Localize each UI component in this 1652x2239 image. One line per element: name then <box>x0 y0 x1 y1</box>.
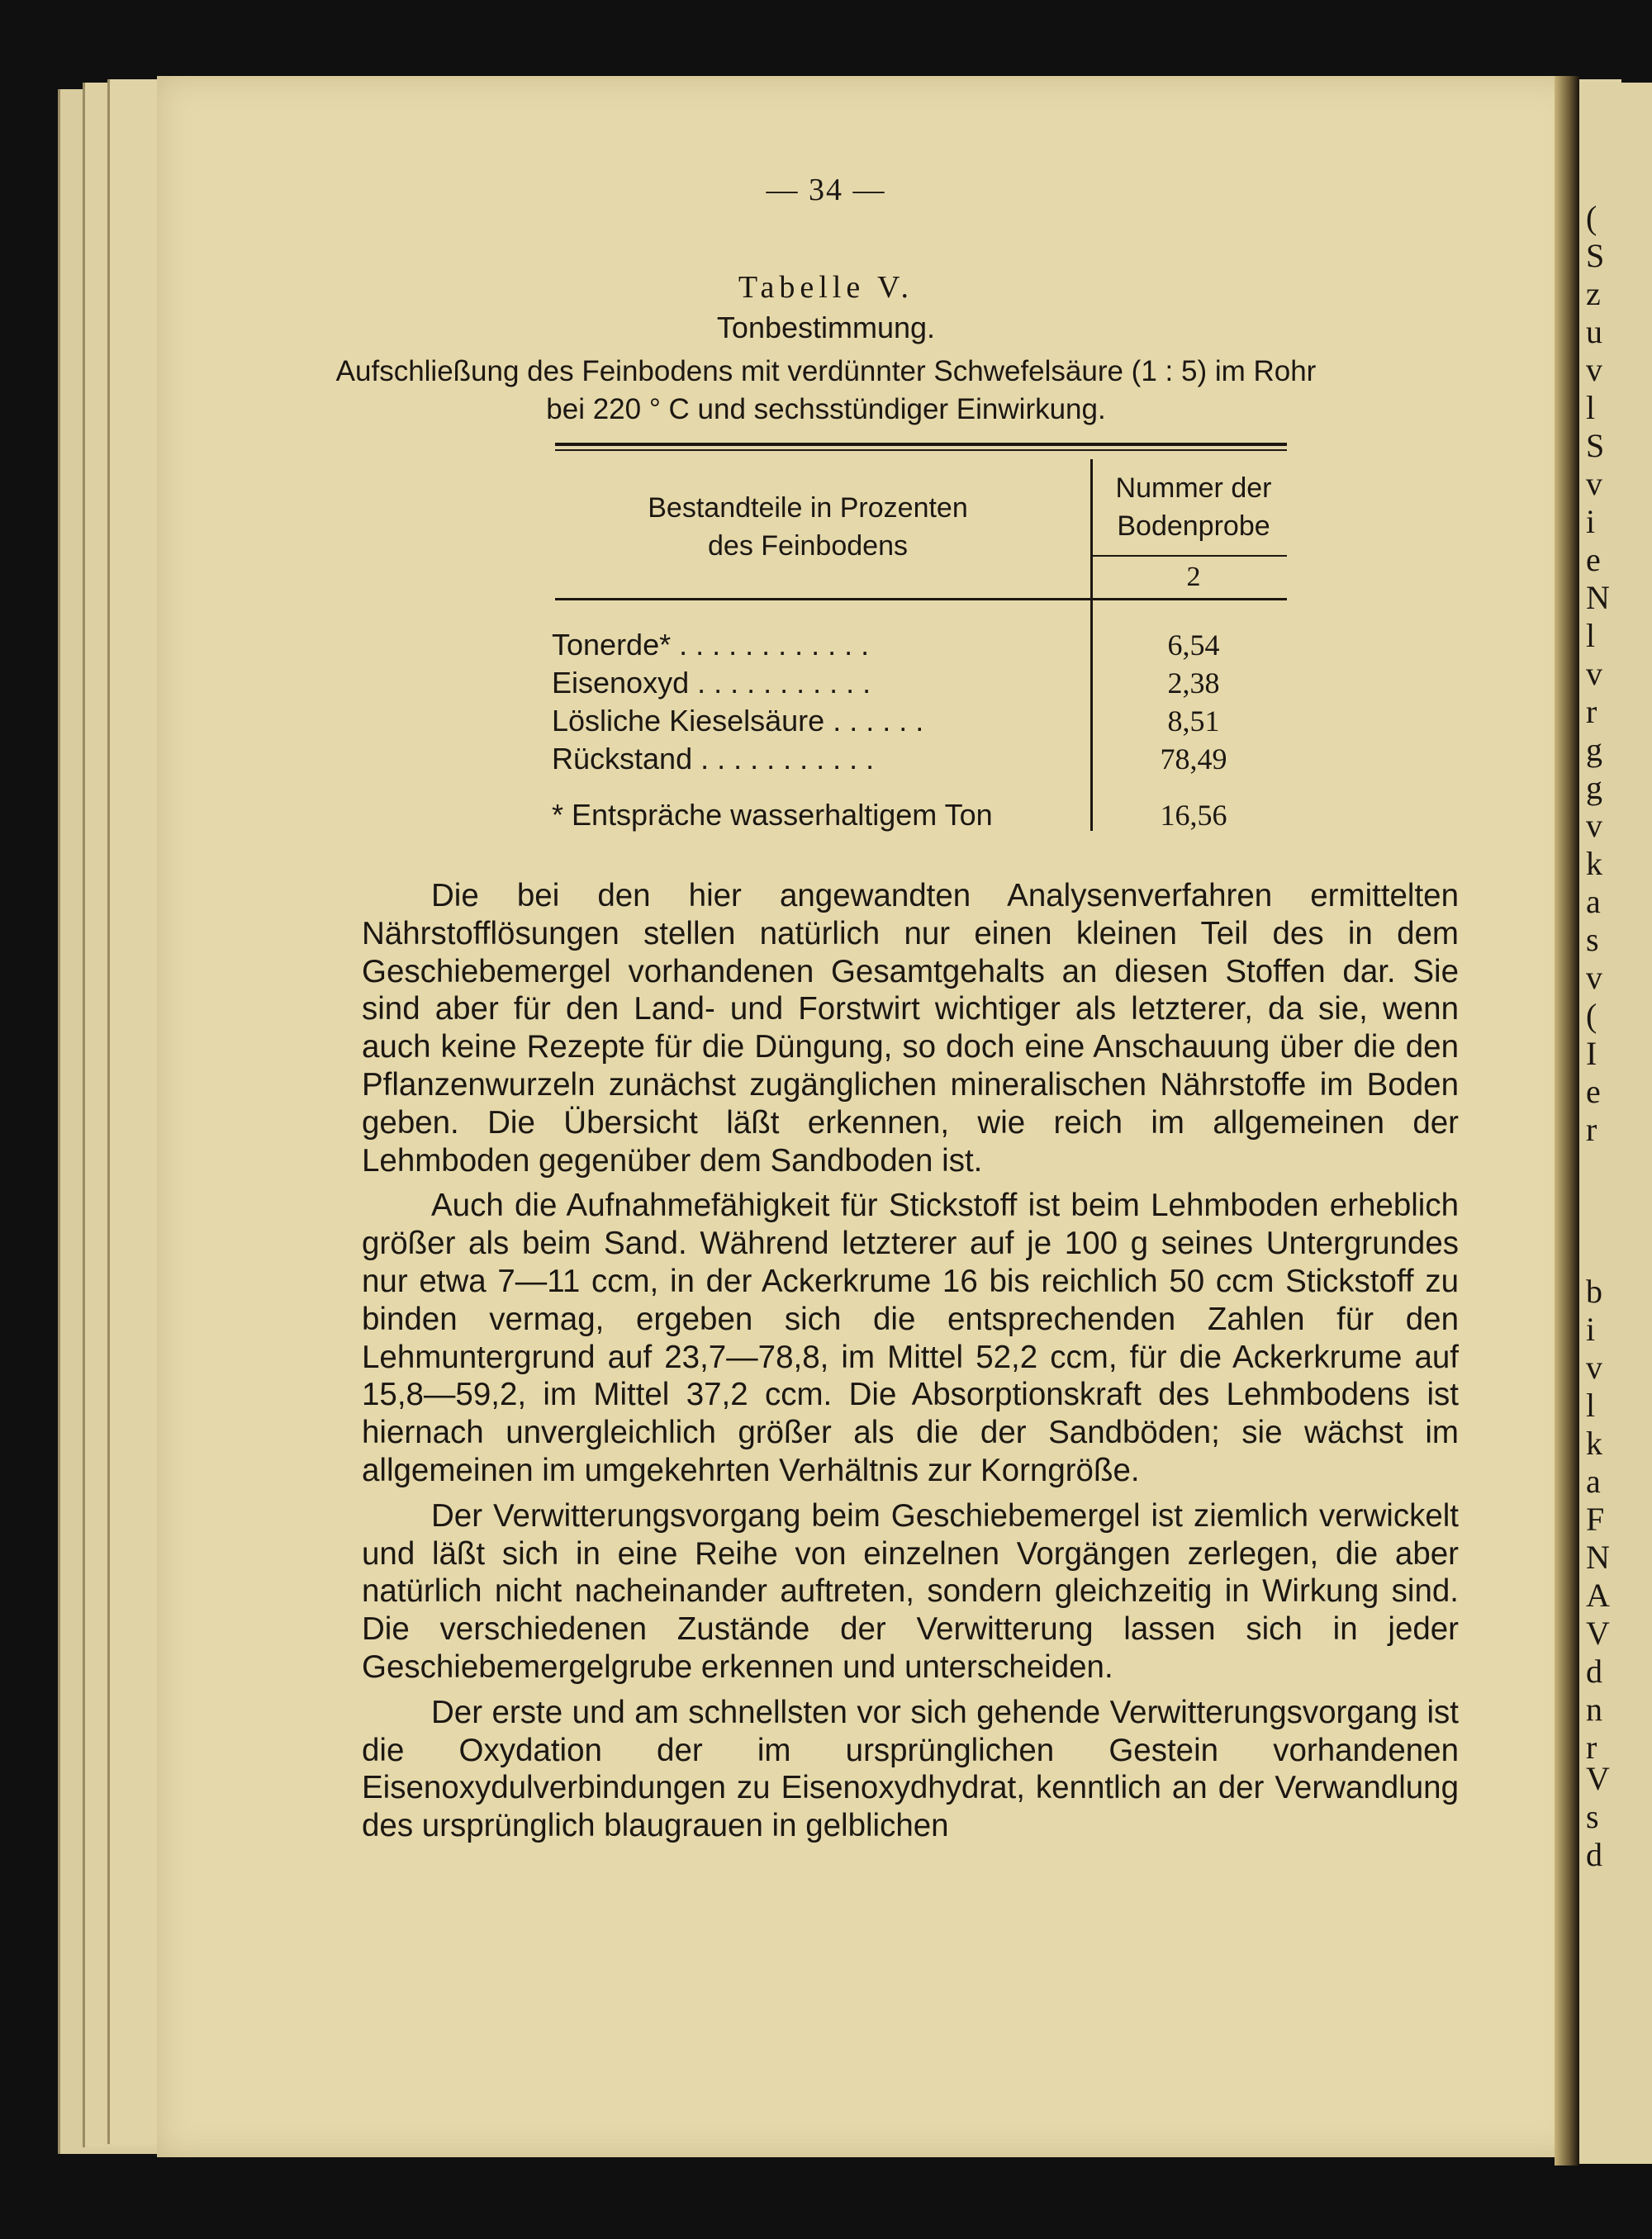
paragraph: Die bei den hier angewandten Analysenverfahren ermittelten Nährstofflösungen stellen natürlich nur einen kleinen Teil des in dem Geschiebemergel vorhandenen Gesamtgehalts an diesen Stoffen dar. Sie sind aber für den Land- und Forstwirt wichtiger als letzterer, da sie, wenn auch keine Rezepte für die Düngung, so doch eine Anschauung über die den Pflanzenwurzeln zunächst zugänglichen mineralischen Nährstoffe im Boden geben. Die Übersicht läßt erkennen, wie reich im allgemeinen der Lehmboden gegenüber dem Sandboden ist. <box>362 878 1459 1179</box>
adjacent-page-fragment: S <box>1586 427 1605 464</box>
adjacent-page-fragment: ( <box>1586 997 1597 1034</box>
adjacent-page-fragment: V <box>1586 1615 1610 1652</box>
page-number: — 34 — <box>766 173 886 207</box>
table-row-value: 2,38 <box>1167 666 1220 700</box>
adjacent-page-fragment: v <box>1586 1349 1602 1386</box>
adjacent-page-fragment: a <box>1586 883 1601 920</box>
paragraph: Auch die Aufnahmefähigkeit für Stickstoff ist beim Lehmboden erheblich größer als beim Sand. Während letzterer auf je 100 g seines Untergrundes nur etwa 7—11 ccm, in der Ackerkrume 16 bis reichlich 50 ccm Stickstoff zu binden vermag, ergeben sich die entsprechenden Zahlen für den Lehmuntergrund auf 23,7—78,8, im Mittel 52,2 ccm, für die Ackerkrume auf 15,8—59,2, im Mittel 37,2 ccm. Die Absorptionskraft des Lehmbodens ist hiernach unvergleichlich größer als die der Sandböden; sie wächst im allgemeinen im umgekehrten Verhältnis zur Korngröße. <box>362 1188 1459 1488</box>
adjacent-page-fragment: v <box>1586 465 1602 502</box>
table-row-label: Eisenoxyd . . . . . . . . . . . <box>552 666 871 700</box>
adjacent-page-fragment: v <box>1586 655 1602 692</box>
adjacent-page-fragment: e <box>1586 1073 1601 1110</box>
adjacent-page-fragment: ( <box>1586 199 1597 236</box>
adjacent-page-fragment: r <box>1586 1111 1597 1148</box>
adjacent-page-strip <box>1579 83 1652 2164</box>
adjacent-page-fragment: r <box>1586 1729 1597 1766</box>
header-left-line-1: Bestandteile in Prozenten <box>648 492 968 524</box>
adjacent-page-fragment: u <box>1586 313 1602 350</box>
adjacent-page-fragment: v <box>1586 807 1602 844</box>
adjacent-page-fragment: g <box>1586 769 1602 806</box>
adjacent-page-fragment: a <box>1586 1463 1601 1500</box>
book-gutter <box>1555 76 1579 2165</box>
adjacent-page-fragment: d <box>1586 1653 1602 1690</box>
adjacent-page-fragment: k <box>1586 845 1602 882</box>
table-top-rule-thin <box>555 449 1287 451</box>
header-right-line-2: Bodenprobe <box>1117 510 1270 542</box>
adjacent-page-fragment: r <box>1586 693 1597 730</box>
table-caption-line-2: bei 220 ° C und sechsstündiger Einwirkung. <box>546 393 1106 425</box>
adjacent-page-fragment: l <box>1586 389 1596 426</box>
adjacent-page-fragment: i <box>1586 1311 1596 1348</box>
adjacent-page-fragment: N <box>1586 1539 1610 1576</box>
adjacent-page-fragment: S <box>1586 237 1605 274</box>
table-top-rule <box>555 443 1287 446</box>
adjacent-page-fragment: k <box>1586 1425 1602 1462</box>
table-row-label: Rückstand . . . . . . . . . . . <box>552 742 875 776</box>
table-row-value: 78,49 <box>1160 742 1227 776</box>
adjacent-page-fragment: n <box>1586 1691 1602 1728</box>
table-row-value: 6,54 <box>1167 629 1220 662</box>
adjacent-page-fragment: V <box>1586 1760 1610 1797</box>
table-subtitle: Tonbestimmung. <box>716 311 936 344</box>
table-title: Tabelle V. <box>738 270 914 305</box>
sample-number: 2 <box>1186 562 1201 592</box>
adjacent-page-fragment: A <box>1586 1577 1610 1614</box>
adjacent-page-fragment: z <box>1586 275 1601 312</box>
table-caption-line-1: Aufschließung des Feinbodens mit verdünnter Schwefelsäure (1 : 5) im Rohr <box>335 355 1317 387</box>
adjacent-page-fragment: l <box>1586 617 1596 654</box>
paragraph: Der Verwitterungsvorgang beim Geschiebemergel ist ziemlich verwickelt und läßt sich in eine Reihe von einzelnen Vorgängen zerlegen, die aber natürlich nicht nacheinander auftreten, sondern gleichzeitig in Wirkung sind. Die verschiedenen Zustände der Verwitterung lassen sich in jeder Geschiebemergelgrube erkennen und unterscheiden. <box>362 1497 1459 1685</box>
header-left-line-2: des Feinbodens <box>708 530 908 562</box>
adjacent-page-fragment: g <box>1586 731 1602 768</box>
adjacent-page-fragment: i <box>1586 503 1596 540</box>
adjacent-page-fragment: N <box>1586 579 1610 616</box>
header-sub-rule <box>1092 555 1287 557</box>
adjacent-page-fragment: e <box>1586 541 1601 578</box>
table-row-value: 8,51 <box>1167 704 1220 738</box>
paragraph: Der erste und am schnellsten vor sich gehende Verwitterungsvorgang ist die Oxydation der im ursprünglichen Gestein vorhandenen Eisenoxydulverbindungen zu Eisenoxydhydrat, kenntlich an der Verwandlung des ursprünglich blaugrauen in gelblichen <box>362 1694 1459 1844</box>
table-footnote: * Entspräche wasserhaltigem Ton <box>552 798 993 832</box>
adjacent-page-fragment: I <box>1586 1035 1597 1072</box>
adjacent-page-fragment: b <box>1586 1273 1602 1310</box>
adjacent-page-fragment: s <box>1586 921 1599 958</box>
adjacent-page-fragment: v <box>1586 351 1602 388</box>
header-right-line-1: Nummer der <box>1115 472 1272 504</box>
adjacent-page-fragment: l <box>1586 1387 1596 1424</box>
table-column-divider <box>1090 459 1093 831</box>
adjacent-page-fragment: v <box>1586 959 1602 996</box>
adjacent-page-fragment: s <box>1586 1798 1599 1835</box>
table-footnote-value: 16,56 <box>1160 799 1227 832</box>
table-row-label: Tonerde* . . . . . . . . . . . . <box>552 628 870 662</box>
adjacent-page-fragment: d <box>1586 1836 1602 1873</box>
table-header-rule <box>555 598 1287 600</box>
body-text <box>362 877 1459 1852</box>
adjacent-page-fragment: F <box>1586 1501 1605 1538</box>
table-row-label: Lösliche Kieselsäure . . . . . . <box>552 704 924 738</box>
